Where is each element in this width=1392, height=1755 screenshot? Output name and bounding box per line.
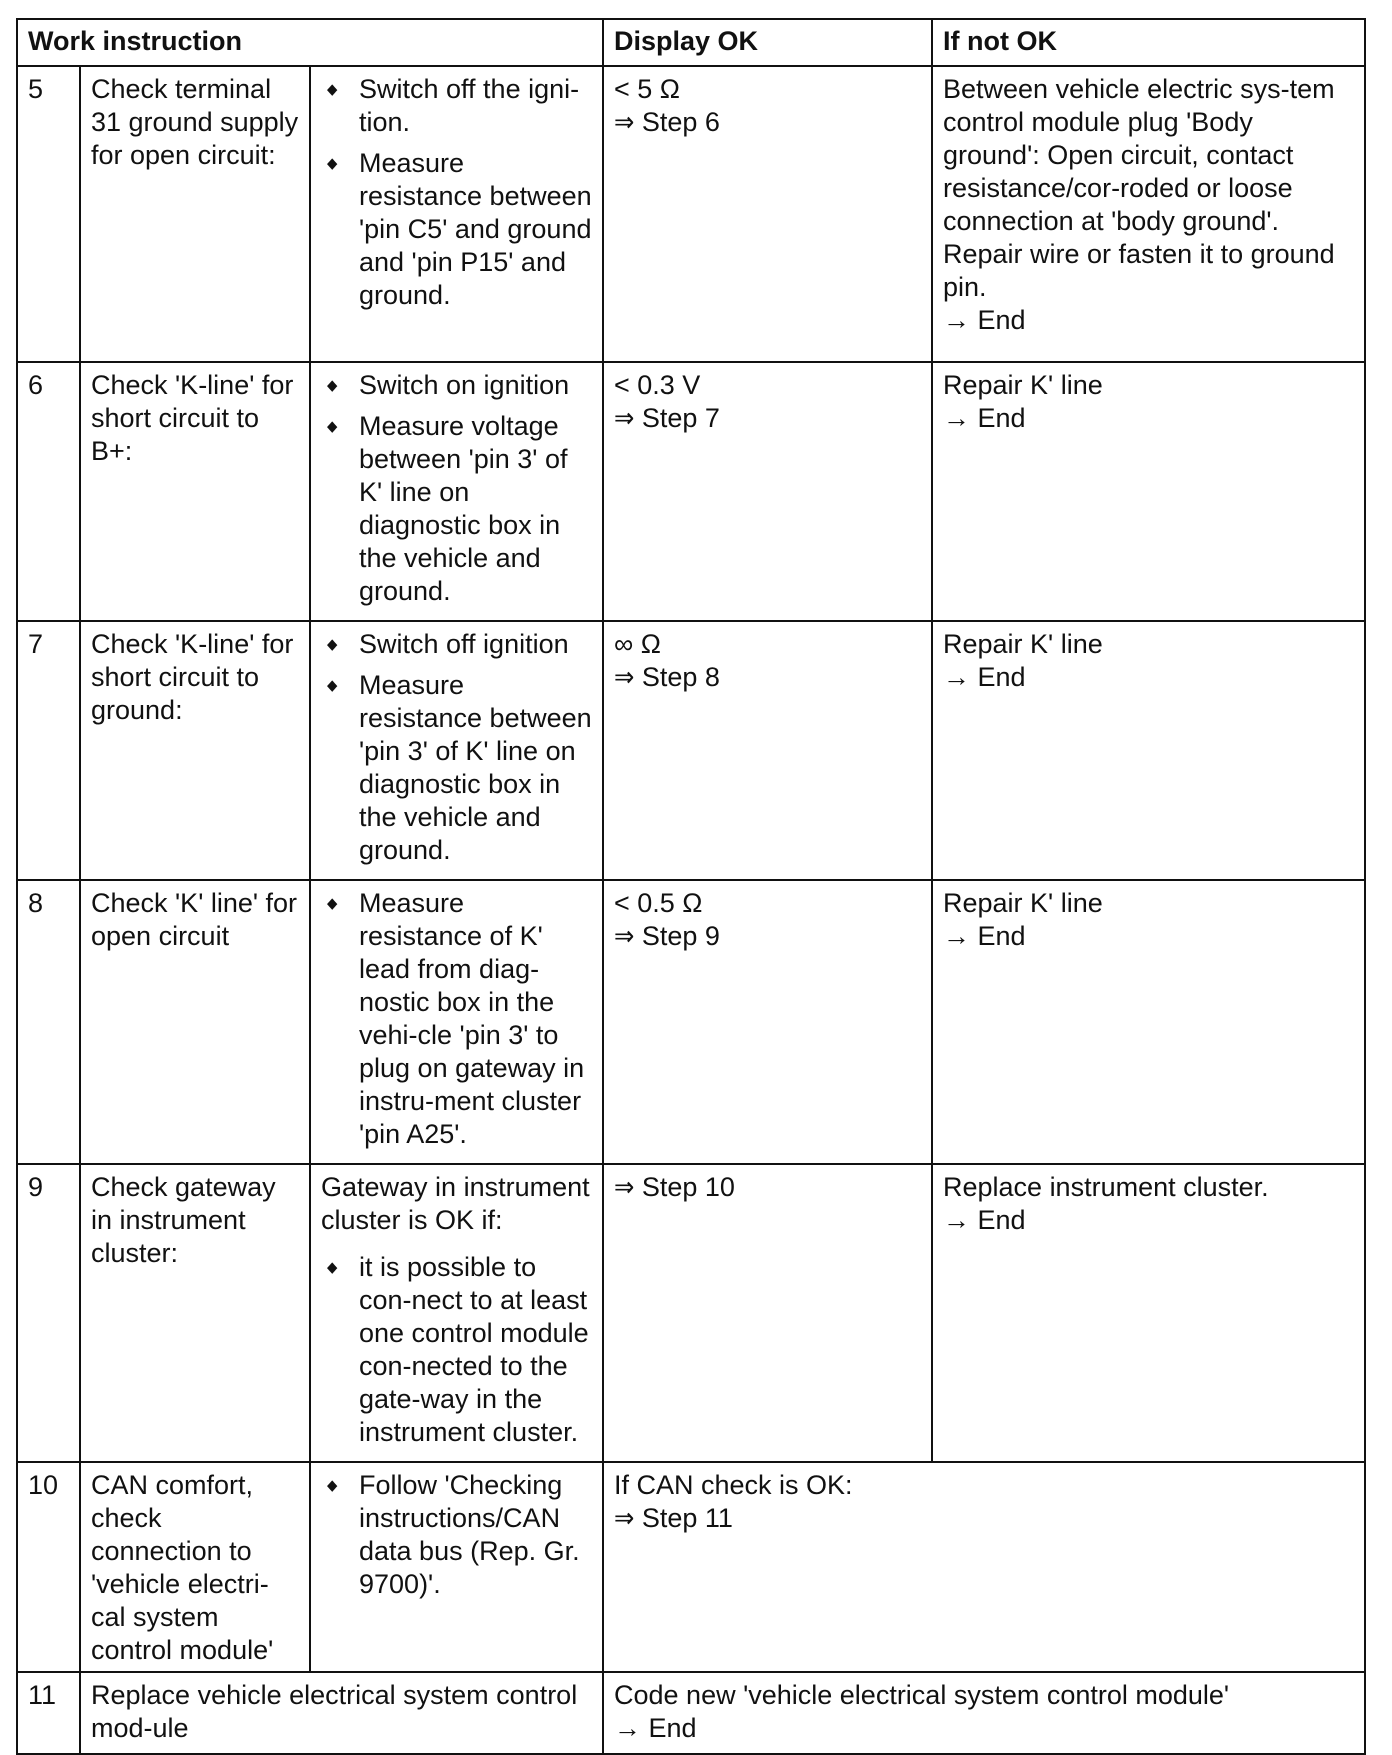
result-condition: If CAN check is OK:	[614, 1470, 853, 1500]
step-number: 5	[17, 66, 80, 362]
result-action: Code new 'vehicle electrical system control module'	[614, 1680, 1230, 1710]
check-description: Check terminal 31 ground supply for open circuit:	[80, 66, 310, 362]
step-number: 6	[17, 362, 80, 621]
next-step: ⇒ Step 8	[614, 662, 720, 692]
merged-result-cell	[603, 1672, 1365, 1754]
display-ok-value: < 0.3 V	[614, 370, 701, 400]
if-not-ok-cell	[932, 1164, 1365, 1462]
end-marker: → End	[614, 1713, 697, 1743]
if-not-ok-header: If not OK	[932, 19, 1365, 66]
if-not-ok-cell	[932, 880, 1365, 1164]
next-step: ⇒ Step 7	[614, 403, 720, 433]
table-row	[17, 1462, 1365, 1672]
end-marker: → End	[943, 403, 1026, 433]
table-row	[17, 66, 1365, 362]
display-ok-cell	[603, 621, 932, 880]
next-step: ⇒ Step 9	[614, 921, 720, 951]
next-step: ⇒ Step 6	[614, 107, 720, 137]
check-description: Check 'K' line' for open circuit	[80, 880, 310, 1164]
end-marker: → End	[943, 1205, 1026, 1235]
end-marker: → End	[943, 921, 1026, 951]
end-marker: → End	[943, 305, 1026, 335]
procedure-cell	[310, 880, 603, 1164]
remedy: Repair K' line	[943, 888, 1103, 918]
procedure-cell	[310, 621, 603, 880]
step-number: 7	[17, 621, 80, 880]
next-step: ⇒ Step 10	[614, 1172, 735, 1202]
step-number: 8	[17, 880, 80, 1164]
display-ok-cell	[603, 66, 932, 362]
table-row	[17, 362, 1365, 621]
header-row	[17, 19, 1365, 66]
procedure-cell	[310, 1164, 603, 1462]
table-row	[17, 880, 1365, 1164]
procedure-bullet: ◆ Switch off the igni-tion.	[321, 73, 592, 139]
procedure-bullet: ◆ Measure resistance of K' lead from diag-nostic box in the vehi-cle 'pin 3' to plug on gateway in instru-ment cluster 'pin A25'.	[321, 887, 592, 1151]
procedure-cell	[310, 362, 603, 621]
merged-result-cell	[603, 1462, 1365, 1672]
procedure-bullet: ◆ Switch on ignition	[321, 369, 592, 402]
step-number: 11	[17, 1672, 80, 1754]
check-description: CAN comfort, check connection to 'vehicle electri-cal system control module'	[80, 1462, 310, 1672]
procedure-bullet: ◆ Follow 'Checking instructions/CAN data bus (Rep. Gr. 9700)'.	[321, 1469, 592, 1601]
table-row	[17, 1164, 1365, 1462]
check-description: Replace vehicle electrical system control mod-ule	[80, 1672, 603, 1754]
procedure-bullet: ◆ it is possible to con-nect to at least one control module con-nected to the gate-way in the instrument cluster.	[321, 1251, 592, 1449]
next-step: ⇒ Step 11	[614, 1503, 733, 1533]
step-number: 10	[17, 1462, 80, 1672]
display-ok-cell	[603, 1164, 932, 1462]
display-ok-value: < 0.5 Ω	[614, 888, 703, 918]
table-row	[17, 621, 1365, 880]
remedy: Repair K' line	[943, 629, 1103, 659]
if-not-ok-cell	[932, 66, 1365, 362]
display-ok-cell	[603, 880, 932, 1164]
table-row	[17, 1672, 1365, 1754]
procedure-cell	[310, 66, 603, 362]
step-number: 9	[17, 1164, 80, 1462]
procedure-intro: Gateway in instrument cluster is OK if:	[321, 1172, 598, 1235]
display-ok-header: Display OK	[603, 19, 932, 66]
display-ok-value: ∞ Ω	[614, 629, 661, 659]
procedure-bullet: ◆ Measure resistance between 'pin 3' of K' line on diagnostic box in the vehicle and ground.	[321, 669, 592, 867]
check-description: Check 'K-line' for short circuit to ground:	[80, 621, 310, 880]
remedy: Replace instrument cluster.	[943, 1172, 1269, 1202]
procedure-bullet: ◆ Switch off ignition	[321, 628, 592, 661]
procedure-cell	[310, 1462, 603, 1672]
remedy: Repair K' line	[943, 370, 1103, 400]
procedure-bullet: ◆ Measure voltage between 'pin 3' of K' line on diagnostic box in the vehicle and ground.	[321, 410, 592, 608]
work-instruction-table	[16, 18, 1366, 1755]
procedure-bullet: ◆ Measure resistance between 'pin C5' and ground and 'pin P15' and ground.	[321, 147, 592, 312]
remedy: Repair wire or fasten it to ground pin.	[943, 239, 1343, 302]
fault-description: Between vehicle electric sys-tem control module plug 'Body ground': Open circuit, contact resistance/cor-roded or loose connection at 'body ground'.	[943, 74, 1343, 236]
display-ok-cell	[603, 362, 932, 621]
work-instruction-header: Work instruction	[17, 19, 603, 66]
check-description: Check gateway in instrument cluster:	[80, 1164, 310, 1462]
end-marker: → End	[943, 662, 1026, 692]
display-ok-value: < 5 Ω	[614, 74, 680, 104]
if-not-ok-cell	[932, 621, 1365, 880]
check-description: Check 'K-line' for short circuit to B+:	[80, 362, 310, 621]
if-not-ok-cell	[932, 362, 1365, 621]
